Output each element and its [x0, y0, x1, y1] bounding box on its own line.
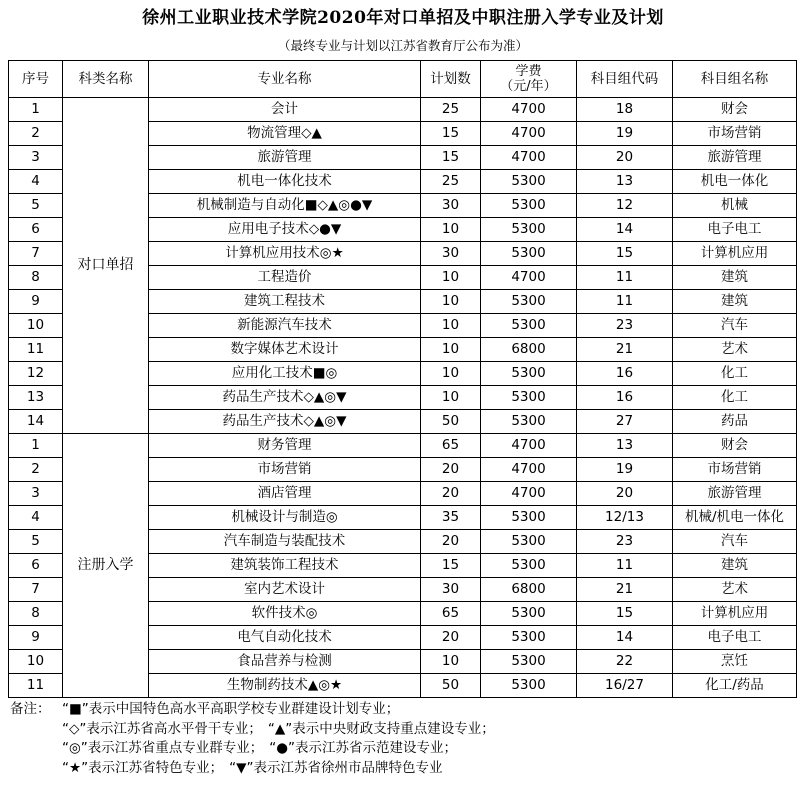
cell-plan: 20	[421, 482, 481, 506]
cell-group-code: 15	[577, 242, 673, 266]
cell-fee: 5300	[481, 602, 577, 626]
cell-group-name: 计算机应用	[673, 242, 797, 266]
cell-seq: 11	[9, 674, 63, 698]
cell-major: 药品生产技术◇▲◎▼	[149, 410, 421, 434]
cell-seq: 12	[9, 362, 63, 386]
cell-group-code: 13	[577, 434, 673, 458]
cell-plan: 65	[421, 602, 481, 626]
cell-fee: 5300	[481, 530, 577, 554]
note-item: “▲”表示中央财政支持重点建设专业；	[267, 720, 495, 737]
page-title: 徐州工业职业技术学院2020年对口单招及中职注册入学专业及计划	[142, 8, 664, 28]
cell-plan: 30	[421, 242, 481, 266]
cell-group-name: 电子电工	[673, 626, 797, 650]
cell-group-code: 16/27	[577, 674, 673, 698]
cell-seq: 14	[9, 410, 63, 434]
cell-major: 机械设计与制造◎	[149, 506, 421, 530]
cell-fee: 5300	[481, 314, 577, 338]
cell-major: 财务管理	[149, 434, 421, 458]
header-major: 专业名称	[149, 61, 421, 98]
cell-group-name: 药品	[673, 410, 797, 434]
cell-fee: 6800	[481, 578, 577, 602]
table-row	[9, 434, 797, 458]
cell-group-code: 14	[577, 626, 673, 650]
cell-group-code: 12/13	[577, 506, 673, 530]
cell-seq: 4	[9, 506, 63, 530]
cell-major: 会计	[149, 98, 421, 122]
cell-major: 新能源汽车技术	[149, 314, 421, 338]
cell-major: 建筑装饰工程技术	[149, 554, 421, 578]
cell-group-name: 建筑	[673, 554, 797, 578]
notes-label: 备注：	[10, 701, 51, 717]
cell-fee: 4700	[481, 122, 577, 146]
cell-plan: 10	[421, 218, 481, 242]
cell-major: 电气自动化技术	[149, 626, 421, 650]
cell-fee: 5300	[481, 626, 577, 650]
cell-seq: 2	[9, 122, 63, 146]
cell-fee: 5300	[481, 506, 577, 530]
cell-group-code: 27	[577, 410, 673, 434]
note-item: “■”表示中国特色高水平高职学校专业群建设计划专业；	[62, 701, 400, 717]
cell-fee: 4700	[481, 146, 577, 170]
cell-group-code: 23	[577, 314, 673, 338]
cell-fee: 5300	[481, 194, 577, 218]
cell-major: 生物制药技术▲◎★	[149, 674, 421, 698]
cell-major: 室内艺术设计	[149, 578, 421, 602]
cell-plan: 65	[421, 434, 481, 458]
cell-group-code: 21	[577, 578, 673, 602]
note-line	[10, 759, 800, 779]
cell-plan: 10	[421, 386, 481, 410]
cell-plan: 10	[421, 266, 481, 290]
cell-group-code: 20	[577, 146, 673, 170]
cell-fee: 4700	[481, 266, 577, 290]
header-category: 科类名称	[63, 61, 149, 98]
cell-fee: 5300	[481, 554, 577, 578]
cell-plan: 50	[421, 410, 481, 434]
cell-group-code: 14	[577, 218, 673, 242]
cell-seq: 7	[9, 578, 63, 602]
cell-group-name: 财会	[673, 98, 797, 122]
cell-major: 软件技术◎	[149, 602, 421, 626]
note-item: “●”表示江苏省示范建设专业；	[269, 740, 458, 756]
cell-seq: 4	[9, 170, 63, 194]
cell-group-name: 电子电工	[673, 218, 797, 242]
cell-fee: 5300	[481, 242, 577, 266]
cell-group-name: 化工	[673, 386, 797, 410]
cell-plan: 10	[421, 650, 481, 674]
cell-seq: 2	[9, 458, 63, 482]
header-plan: 计划数	[421, 61, 481, 98]
cell-group-code: 22	[577, 650, 673, 674]
cell-major: 计算机应用技术◎★	[149, 242, 421, 266]
cell-fee: 4700	[481, 434, 577, 458]
cell-fee: 5300	[481, 650, 577, 674]
cell-major: 应用化工技术■◎	[149, 362, 421, 386]
cell-seq: 9	[9, 290, 63, 314]
note-item: “◎”表示江苏省重点专业群专业；	[62, 740, 264, 756]
cell-plan: 35	[421, 506, 481, 530]
cell-group-name: 化工	[673, 362, 797, 386]
cell-plan: 15	[421, 146, 481, 170]
cell-major: 数字媒体艺术设计	[149, 338, 421, 362]
cell-seq: 6	[9, 554, 63, 578]
cell-plan: 30	[421, 578, 481, 602]
cell-group-name: 市场营销	[673, 122, 797, 146]
cell-plan: 30	[421, 194, 481, 218]
cell-seq: 11	[9, 338, 63, 362]
cell-group-name: 汽车	[673, 530, 797, 554]
cell-major: 旅游管理	[149, 146, 421, 170]
cell-group-code: 11	[577, 554, 673, 578]
cell-group-name: 艺术	[673, 578, 797, 602]
cell-seq: 10	[9, 650, 63, 674]
cell-plan: 25	[421, 170, 481, 194]
cell-major: 建筑工程技术	[149, 290, 421, 314]
cell-group-code: 20	[577, 482, 673, 506]
page-subtitle: （最终专业与计划以江苏省教育厅公布为准）	[277, 38, 528, 53]
cell-group-code: 13	[577, 170, 673, 194]
note-line	[10, 739, 800, 759]
cell-fee: 4700	[481, 482, 577, 506]
cell-seq: 13	[9, 386, 63, 410]
cell-group-name: 旅游管理	[673, 146, 797, 170]
cell-fee: 5300	[481, 218, 577, 242]
cell-category: 注册入学	[63, 434, 149, 698]
note-line	[10, 700, 800, 720]
note-line	[10, 720, 800, 740]
cell-seq: 8	[9, 266, 63, 290]
header-fee-line1: 学费	[515, 64, 542, 79]
cell-group-code: 16	[577, 386, 673, 410]
cell-fee: 5300	[481, 290, 577, 314]
cell-fee: 5300	[481, 362, 577, 386]
cell-plan: 10	[421, 362, 481, 386]
cell-group-name: 建筑	[673, 266, 797, 290]
cell-major: 药品生产技术◇▲◎▼	[149, 386, 421, 410]
cell-seq: 3	[9, 482, 63, 506]
cell-major: 酒店管理	[149, 482, 421, 506]
cell-major: 应用电子技术◇●▼	[149, 218, 421, 242]
cell-plan: 50	[421, 674, 481, 698]
cell-group-name: 财会	[673, 434, 797, 458]
cell-seq: 10	[9, 314, 63, 338]
cell-plan: 10	[421, 314, 481, 338]
cell-seq: 1	[9, 98, 63, 122]
cell-group-name: 烹饪	[673, 650, 797, 674]
cell-major: 市场营销	[149, 458, 421, 482]
cell-plan: 10	[421, 338, 481, 362]
cell-plan: 20	[421, 530, 481, 554]
cell-fee: 4700	[481, 98, 577, 122]
cell-fee: 6800	[481, 338, 577, 362]
cell-plan: 25	[421, 98, 481, 122]
header-row	[9, 61, 797, 98]
cell-plan: 20	[421, 626, 481, 650]
cell-seq: 8	[9, 602, 63, 626]
cell-major: 食品营养与检测	[149, 650, 421, 674]
header-seq: 序号	[9, 61, 63, 98]
cell-group-code: 12	[577, 194, 673, 218]
cell-group-name: 机械/机电一体化	[673, 506, 797, 530]
cell-plan: 15	[421, 122, 481, 146]
note-item: “◇”表示江苏省高水平骨干专业；	[62, 720, 262, 737]
cell-group-code: 19	[577, 122, 673, 146]
cell-group-code: 11	[577, 290, 673, 314]
cell-plan: 15	[421, 554, 481, 578]
note-item: “★”表示江苏省特色专业；	[62, 759, 224, 776]
cell-fee: 5300	[481, 674, 577, 698]
cell-plan: 20	[421, 458, 481, 482]
cell-group-name: 汽车	[673, 314, 797, 338]
cell-group-code: 23	[577, 530, 673, 554]
header-fee-line2: （元/年）	[500, 79, 557, 94]
header-group-name: 科目组名称	[673, 61, 797, 98]
table-body	[9, 98, 797, 698]
notes	[10, 700, 800, 778]
cell-group-code: 19	[577, 458, 673, 482]
cell-major: 物流管理◇▲	[149, 122, 421, 146]
cell-category: 对口单招	[63, 98, 149, 434]
table-row	[9, 98, 797, 122]
cell-group-name: 机械	[673, 194, 797, 218]
cell-group-code: 11	[577, 266, 673, 290]
cell-group-name: 艺术	[673, 338, 797, 362]
cell-seq: 5	[9, 530, 63, 554]
cell-group-name: 机电一体化	[673, 170, 797, 194]
cell-group-code: 18	[577, 98, 673, 122]
cell-group-code: 16	[577, 362, 673, 386]
header-fee	[481, 61, 577, 98]
cell-major: 机电一体化技术	[149, 170, 421, 194]
enrollment-table	[8, 60, 797, 698]
cell-seq: 5	[9, 194, 63, 218]
cell-fee: 4700	[481, 458, 577, 482]
cell-fee: 5300	[481, 386, 577, 410]
cell-group-code: 15	[577, 602, 673, 626]
cell-group-name: 建筑	[673, 290, 797, 314]
header-group-code: 科目组代码	[577, 61, 673, 98]
cell-major: 机械制造与自动化■◇▲◎●▼	[149, 194, 421, 218]
cell-group-name: 化工/药品	[673, 674, 797, 698]
cell-seq: 7	[9, 242, 63, 266]
cell-major: 汽车制造与装配技术	[149, 530, 421, 554]
note-item: “▼”表示江苏省徐州市品牌特色专业	[229, 759, 443, 776]
cell-fee: 5300	[481, 410, 577, 434]
cell-group-name: 计算机应用	[673, 602, 797, 626]
cell-seq: 9	[9, 626, 63, 650]
cell-seq: 3	[9, 146, 63, 170]
cell-major: 工程造价	[149, 266, 421, 290]
cell-group-name: 市场营销	[673, 458, 797, 482]
cell-seq: 1	[9, 434, 63, 458]
cell-group-code: 21	[577, 338, 673, 362]
cell-seq: 6	[9, 218, 63, 242]
cell-fee: 5300	[481, 170, 577, 194]
cell-group-name: 旅游管理	[673, 482, 797, 506]
cell-plan: 10	[421, 290, 481, 314]
